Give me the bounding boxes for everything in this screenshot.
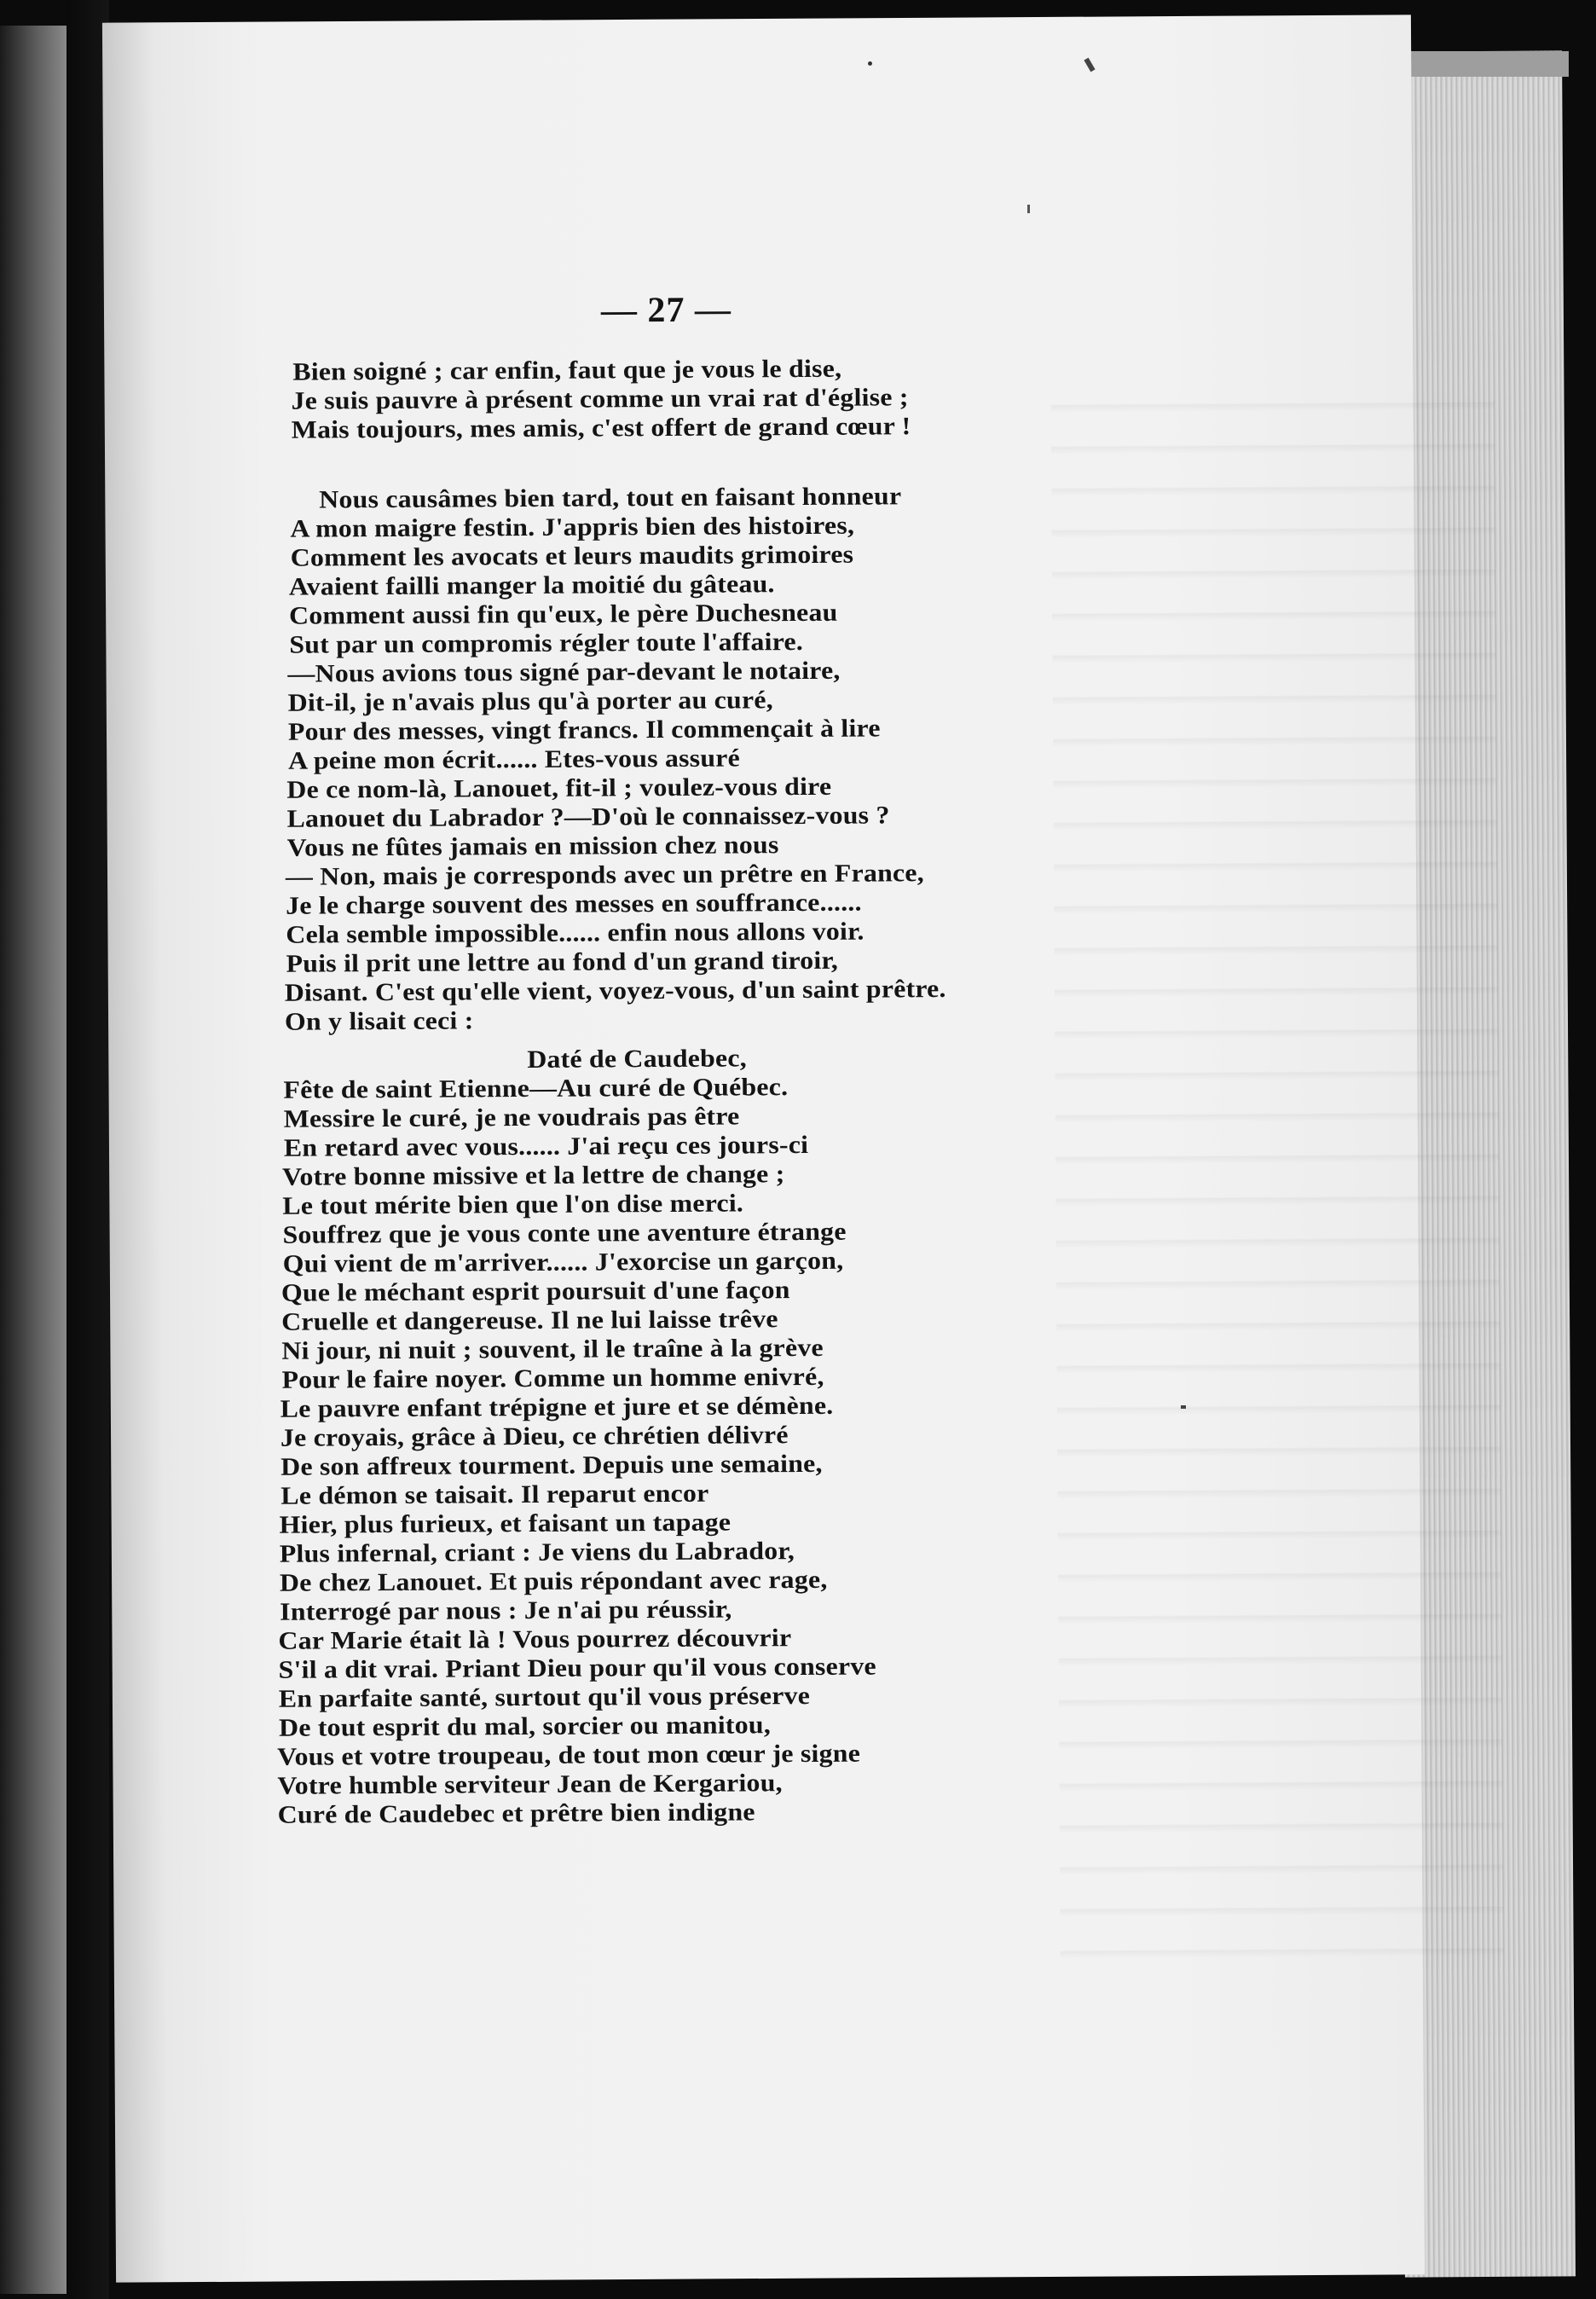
text-line: Vous ne fûtes jamais en mission chez nous <box>286 831 779 862</box>
text-line: Avaient failli manger la moitié du gâteau. <box>288 570 775 601</box>
text-line: Je croyais, grâce à Dieu, ce chrétien délivré <box>280 1422 789 1452</box>
text-line: Dit-il, je n'avais plus qu'à porter au curé, <box>287 686 773 717</box>
text-line: Cela semble impossible...... enfin nous allons voir. <box>286 918 864 949</box>
text-line: Pour le faire noyer. Comme un homme enivré, <box>281 1363 824 1394</box>
text-line: Lanouet du Labrador ?—D'où le connaissez-vous ? <box>286 802 890 833</box>
text-line: Cruelle et dangereuse. Il ne lui laisse trêve <box>281 1306 778 1336</box>
text-line: En parfaite santé, surtout qu'il vous préserve <box>278 1682 811 1713</box>
text-line: Curé de Caudebec et prêtre bien indigne <box>277 1798 755 1829</box>
text-line: Comment aussi fin qu'eux, le père Duchesneau <box>288 599 838 630</box>
text-line: Souffrez que je vous conte une aventure étrange <box>282 1218 847 1249</box>
text-line: De son affreux tourment. Depuis une semaine, <box>280 1450 823 1481</box>
text-line: A peine mon écrit...... Etes-vous assuré <box>288 744 741 775</box>
text-line: Messire le curé, je ne voudrais pas être <box>283 1103 740 1133</box>
text-line: — Non, mais je corresponds avec un prêtre en France, <box>285 860 924 891</box>
text-line: Puis il prit une lettre au fond d'un grand tiroir, <box>286 947 839 978</box>
text-line: Sut par un compromis régler toute l'affaire. <box>289 628 804 659</box>
text-line: Nous causâmes bien tard, tout en faisant honneur <box>319 483 902 514</box>
text-line: Votre bonne missive et la lettre de change ; <box>281 1161 785 1191</box>
page-number: — 27 — <box>600 290 732 331</box>
text-line: De chez Lanouet. Et puis répondant avec rage, <box>279 1566 828 1597</box>
text-line: Hier, plus furieux, et faisant un tapage <box>279 1509 732 1539</box>
text-line: Interrogé par nous : Je n'ai pu réussir, <box>280 1595 732 1626</box>
text-line: Disant. C'est qu'elle vient, voyez-vous, d'un saint prêtre. <box>284 975 946 1007</box>
text-line: En retard avec vous...... J'ai reçu ces jours-ci <box>283 1131 809 1162</box>
text-line: De tout esprit du mal, sorcier ou manitou, <box>278 1711 772 1742</box>
text-line: A mon maigre festin. J'appris bien des histoires, <box>290 512 855 543</box>
text-line: Ni jour, ni nuit ; souvent, il le traîne à la grève <box>281 1334 824 1365</box>
text-line: Bien soigné ; car enfin, faut que je vous le dise, <box>292 355 842 386</box>
text-line: Votre humble serviteur Jean de Kergariou, <box>277 1769 783 1800</box>
text-line: Que le méchant esprit poursuit d'une façon <box>280 1277 790 1307</box>
text-line: Je suis pauvre à présent comme un vrai rat d'église ; <box>291 384 909 415</box>
text-line: Mais toujours, mes amis, c'est offert de grand cœur ! <box>291 413 911 444</box>
text-line: Plus infernal, criant : Je viens du Labrador, <box>279 1537 795 1568</box>
text-line: Pour des messes, vingt francs. Il commençait à lire <box>287 715 881 746</box>
text-line: Comment les avocats et leurs maudits grimoires <box>290 541 854 572</box>
text-line: On y lisait ceci : <box>284 1007 474 1036</box>
text-line: S'il a dit vrai. Priant Dieu pour qu'il vous conserve <box>278 1653 876 1684</box>
text-line: De ce nom-là, Lanouet, fit-il ; voulez-vous dire <box>286 773 832 804</box>
text-line: Vous et votre troupeau, de tout mon cœur je signe <box>277 1740 861 1771</box>
text-line: Fête de saint Etienne—Au curé de Québec. <box>283 1074 789 1104</box>
text-line: Le démon se taisait. Il reparut encor <box>280 1480 709 1510</box>
text-line: Le tout mérite bien que l'on dise merci. <box>282 1190 744 1220</box>
text-line: —Nous avions tous signé par-devant le notaire, <box>287 657 841 688</box>
text-line: Qui vient de m'arriver...... J'exorcise un garçon, <box>282 1247 844 1278</box>
text-line: Le pauvre enfant trépigne et jure et se démène. <box>280 1392 834 1423</box>
text-line: Daté de Caudebec, <box>527 1045 748 1074</box>
text-line: Je le charge souvent des messes en souffrance...... <box>286 889 862 920</box>
text-line: Car Marie était là ! Vous pourrez découvrir <box>278 1624 792 1655</box>
